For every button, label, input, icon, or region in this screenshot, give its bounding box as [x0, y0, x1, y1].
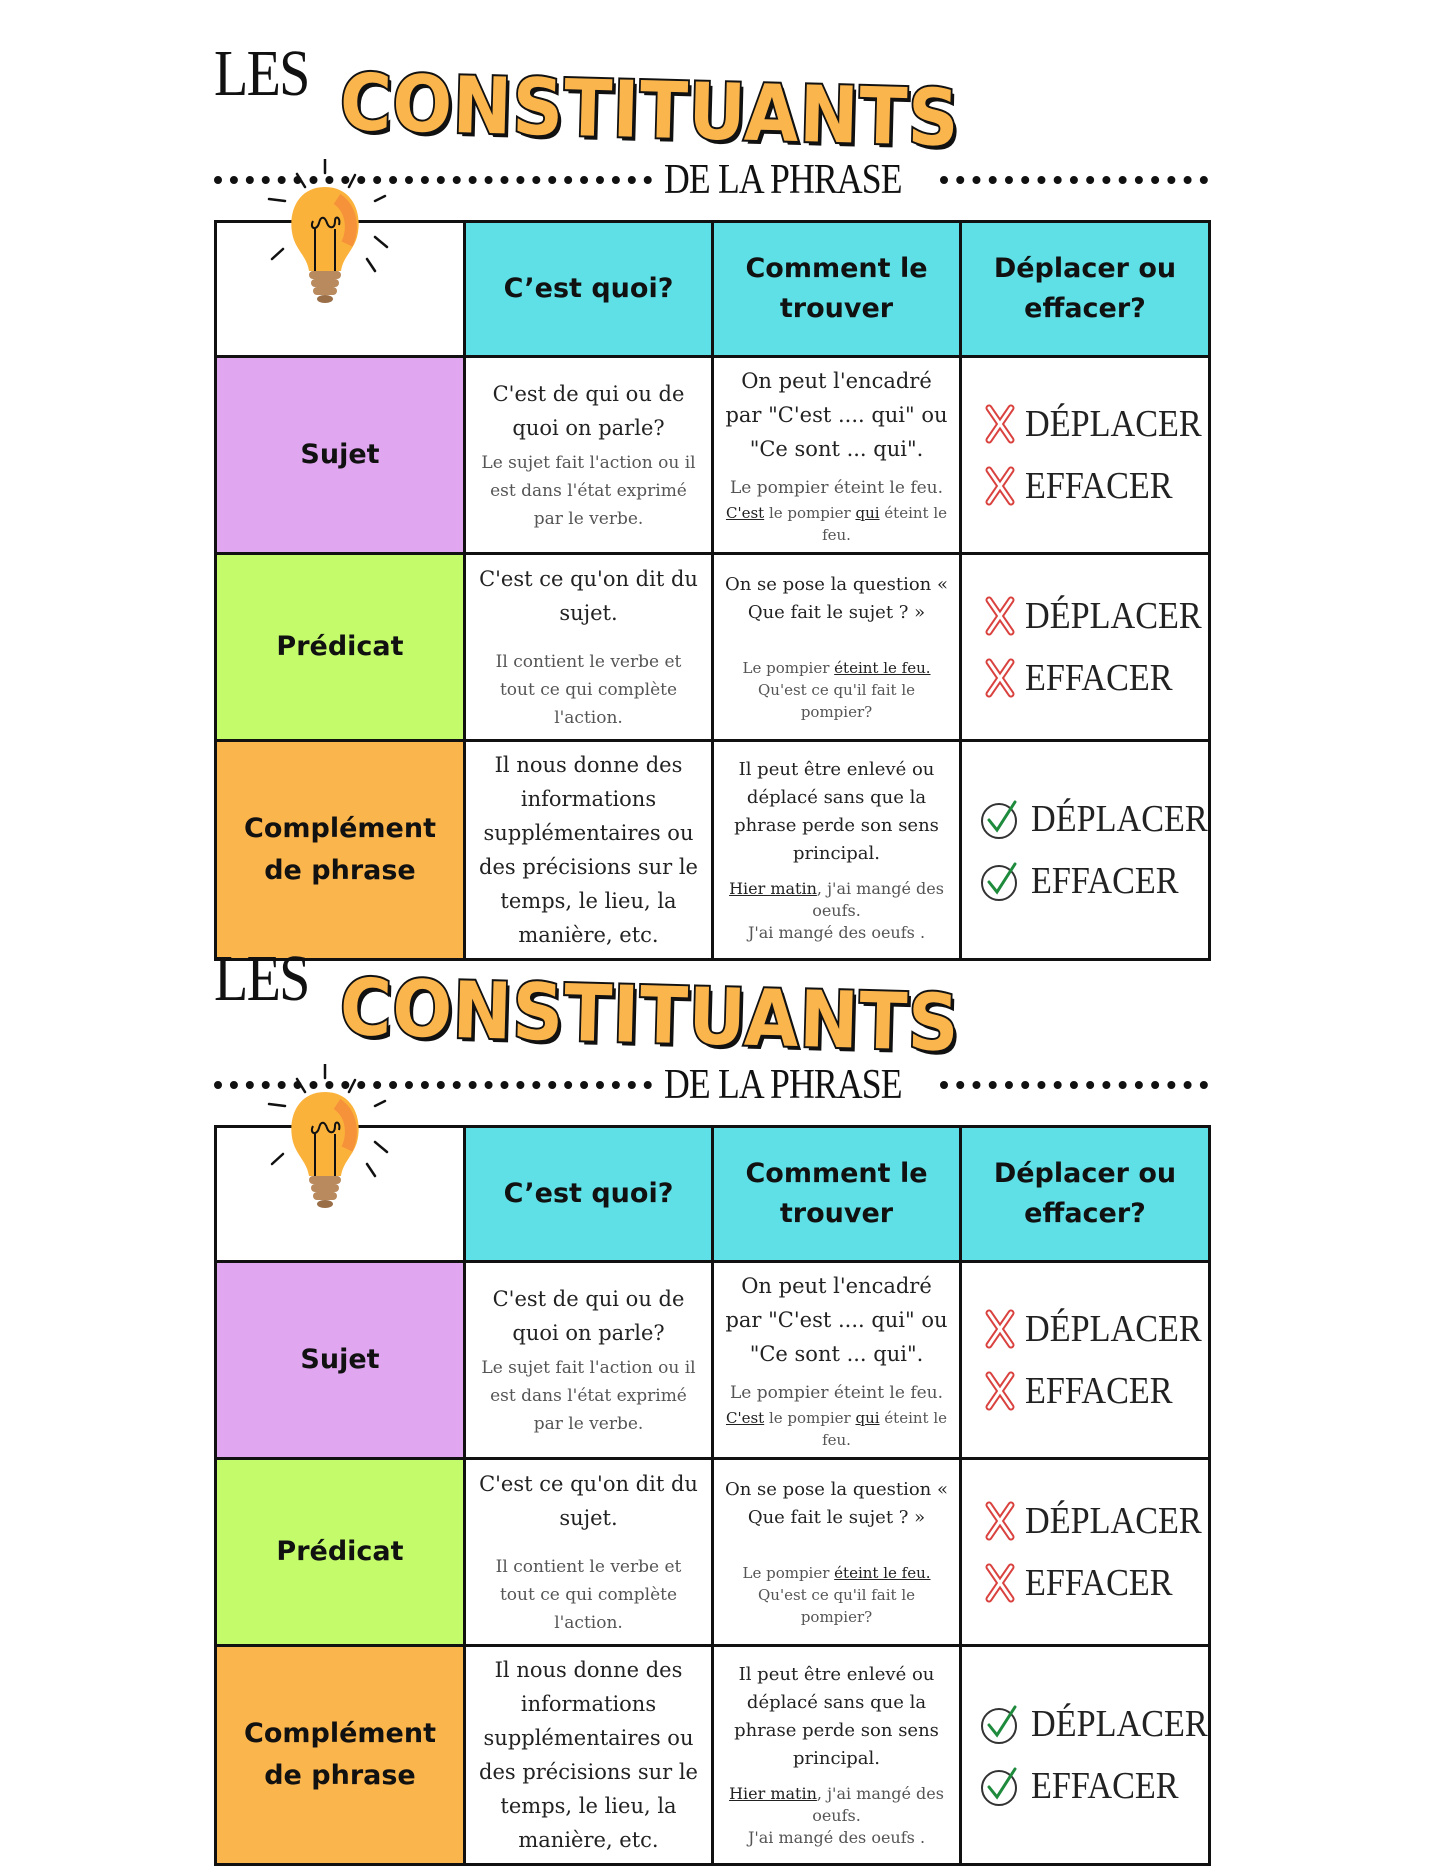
what-main-text: C'est ce qu'on dit du sujet.: [479, 1472, 698, 1530]
move-label: DÉPLACER: [1031, 1703, 1208, 1745]
table-header-row: [216, 1127, 1210, 1262]
what-main-text: C'est ce qu'on dit du sujet.: [479, 567, 698, 625]
how-cell: [713, 554, 961, 741]
dotted-divider: [940, 176, 1208, 184]
what-main-text: Il nous donne des informations supplémentaires ou des précisions sur le temps, le lieu, la manière, etc.: [479, 753, 698, 947]
erase-status: [972, 1561, 1198, 1605]
lightbulb-cell: [216, 222, 465, 357]
erase-label: EFFACER: [1031, 1765, 1179, 1807]
constituents-table: [214, 220, 1211, 961]
how-cell: [713, 357, 961, 554]
erase-label: EFFACER: [1025, 1370, 1173, 1412]
column-header: C’est quoi?: [465, 222, 713, 357]
table-row: [216, 554, 1210, 741]
column-header: Comment le trouver: [713, 1127, 961, 1262]
example-underlined: C'est: [725, 1409, 765, 1427]
move-erase-cell: [961, 1262, 1210, 1459]
example-underlined: qui: [855, 1409, 880, 1427]
table-row: [216, 1459, 1210, 1646]
move-erase-cell: [961, 1646, 1210, 1865]
move-status: [972, 1307, 1202, 1351]
how-main-text: On se pose la question « Que fait le sujet ? »: [724, 1479, 949, 1528]
example-text: le pompier: [764, 1409, 856, 1427]
lightbulb-icon: [257, 1064, 437, 1214]
example-text: Le pompier éteint le feu.: [729, 478, 944, 498]
title-sub: DE LA PHRASE: [664, 1062, 902, 1108]
constituents-table: [214, 1125, 1211, 1866]
example-text: Le pompier: [742, 659, 835, 677]
move-label: DÉPLACER: [1025, 403, 1202, 445]
x-icon: [985, 658, 1015, 698]
title-les: LES: [214, 942, 309, 1015]
title-sub: DE LA PHRASE: [664, 157, 902, 203]
what-sub-text: Le sujet fait l'action ou il est dans l'état exprimé par le verbe.: [481, 1358, 696, 1434]
x-icon: [985, 1309, 1015, 1349]
what-cell: [465, 554, 713, 741]
what-sub-text: Il contient le verbe et tout ce qui complète l'action.: [495, 1557, 682, 1633]
what-cell: [465, 1262, 713, 1459]
what-main-text: C'est de qui ou de quoi on parle?: [492, 382, 685, 440]
row-label: Sujet: [216, 1262, 465, 1459]
example-text: éteint le feu.: [822, 504, 948, 544]
erase-label: EFFACER: [1025, 1562, 1173, 1604]
title-main: CONSTITUANTS: [338, 963, 961, 1070]
example-text: Le pompier: [742, 1564, 835, 1582]
move-erase-cell: [961, 554, 1210, 741]
row-label: Prédicat: [216, 554, 465, 741]
how-main-text: On se pose la question « Que fait le sujet ? »: [724, 574, 949, 623]
move-status: [972, 594, 1202, 638]
move-label: DÉPLACER: [1025, 595, 1202, 637]
what-main-text: C'est de qui ou de quoi on parle?: [492, 1287, 685, 1345]
example-text: Qu'est ce qu'il fait le pompier?: [757, 681, 915, 721]
x-icon: [985, 596, 1015, 636]
column-header: Comment le trouver: [713, 222, 961, 357]
column-header: Déplacer ou effacer?: [961, 1127, 1210, 1262]
erase-status: [972, 464, 1198, 508]
column-header: C’est quoi?: [465, 1127, 713, 1262]
x-icon: [985, 1563, 1015, 1603]
move-label: DÉPLACER: [1031, 798, 1208, 840]
example-underlined: Hier matin: [729, 1784, 817, 1803]
what-cell: [465, 1459, 713, 1646]
erase-label: EFFACER: [1025, 465, 1173, 507]
row-label: Complément de phrase: [216, 1646, 465, 1865]
lightbulb-cell: [216, 1127, 465, 1262]
how-main-text: On peut l'encadré par "C'est .... qui" ou "Ce sont ... qui".: [725, 369, 948, 461]
check-icon: [979, 860, 1021, 902]
example-underlined: éteint le feu.: [834, 659, 931, 677]
example-text: Le pompier éteint le feu.: [729, 1383, 944, 1403]
poster: [0, 905, 1445, 1852]
how-main-text: Il peut être enlevé ou déplacé sans que la phrase perde son sens principal.: [734, 1664, 939, 1769]
move-erase-cell: [961, 1459, 1210, 1646]
check-icon: [979, 1765, 1021, 1807]
how-cell: [713, 1459, 961, 1646]
example-text: , j'ai mangé des oeufs.: [812, 879, 944, 920]
example-text: J'ai mangé des oeufs .: [747, 1828, 926, 1847]
erase-label: EFFACER: [1031, 860, 1179, 902]
erase-label: EFFACER: [1025, 657, 1173, 699]
table-row: [216, 1646, 1210, 1865]
row-label: Sujet: [216, 357, 465, 554]
what-cell: [465, 357, 713, 554]
move-status: [972, 1702, 1208, 1746]
example-underlined: Hier matin: [729, 879, 817, 898]
move-label: DÉPLACER: [1025, 1308, 1202, 1350]
erase-status: [972, 1369, 1198, 1413]
example-underlined: C'est: [725, 504, 765, 522]
title-main: CONSTITUANTS: [338, 58, 961, 165]
how-cell: [713, 1262, 961, 1459]
example-underlined: éteint le feu.: [834, 1564, 931, 1582]
example-text: éteint le feu.: [822, 1409, 948, 1449]
erase-status: [972, 859, 1198, 903]
how-main-text: On peut l'encadré par "C'est .... qui" ou "Ce sont ... qui".: [725, 1274, 948, 1366]
move-erase-cell: [961, 357, 1210, 554]
what-cell: [465, 1646, 713, 1865]
move-label: DÉPLACER: [1025, 1500, 1202, 1542]
row-label: Complément de phrase: [216, 741, 465, 960]
table-row: [216, 1262, 1210, 1459]
example-text: Qu'est ce qu'il fait le pompier?: [757, 1586, 915, 1626]
row-label: Prédicat: [216, 1459, 465, 1646]
erase-status: [972, 656, 1198, 700]
table-row: [216, 357, 1210, 554]
example-text: le pompier: [764, 504, 856, 522]
erase-status: [972, 1764, 1198, 1808]
check-icon: [979, 798, 1021, 840]
title-les: LES: [214, 37, 309, 110]
x-icon: [985, 466, 1015, 506]
dotted-divider: [940, 1081, 1208, 1089]
check-icon: [979, 1703, 1021, 1745]
how-cell: [713, 1646, 961, 1865]
example-text: , j'ai mangé des oeufs.: [812, 1784, 944, 1825]
what-main-text: Il nous donne des informations supplémentaires ou des précisions sur le temps, le lieu, la manière, etc.: [479, 1658, 698, 1852]
example-underlined: qui: [855, 504, 880, 522]
column-header: Déplacer ou effacer?: [961, 222, 1210, 357]
move-status: [972, 797, 1208, 841]
example-text: J'ai mangé des oeufs .: [747, 923, 926, 942]
lightbulb-icon: [257, 159, 437, 309]
table-header-row: [216, 222, 1210, 357]
x-icon: [985, 404, 1015, 444]
what-sub-text: Le sujet fait l'action ou il est dans l'état exprimé par le verbe.: [481, 453, 696, 529]
move-status: [972, 402, 1202, 446]
move-status: [972, 1499, 1202, 1543]
x-icon: [985, 1501, 1015, 1541]
x-icon: [985, 1371, 1015, 1411]
how-main-text: Il peut être enlevé ou déplacé sans que la phrase perde son sens principal.: [734, 759, 939, 864]
what-sub-text: Il contient le verbe et tout ce qui complète l'action.: [495, 652, 682, 728]
